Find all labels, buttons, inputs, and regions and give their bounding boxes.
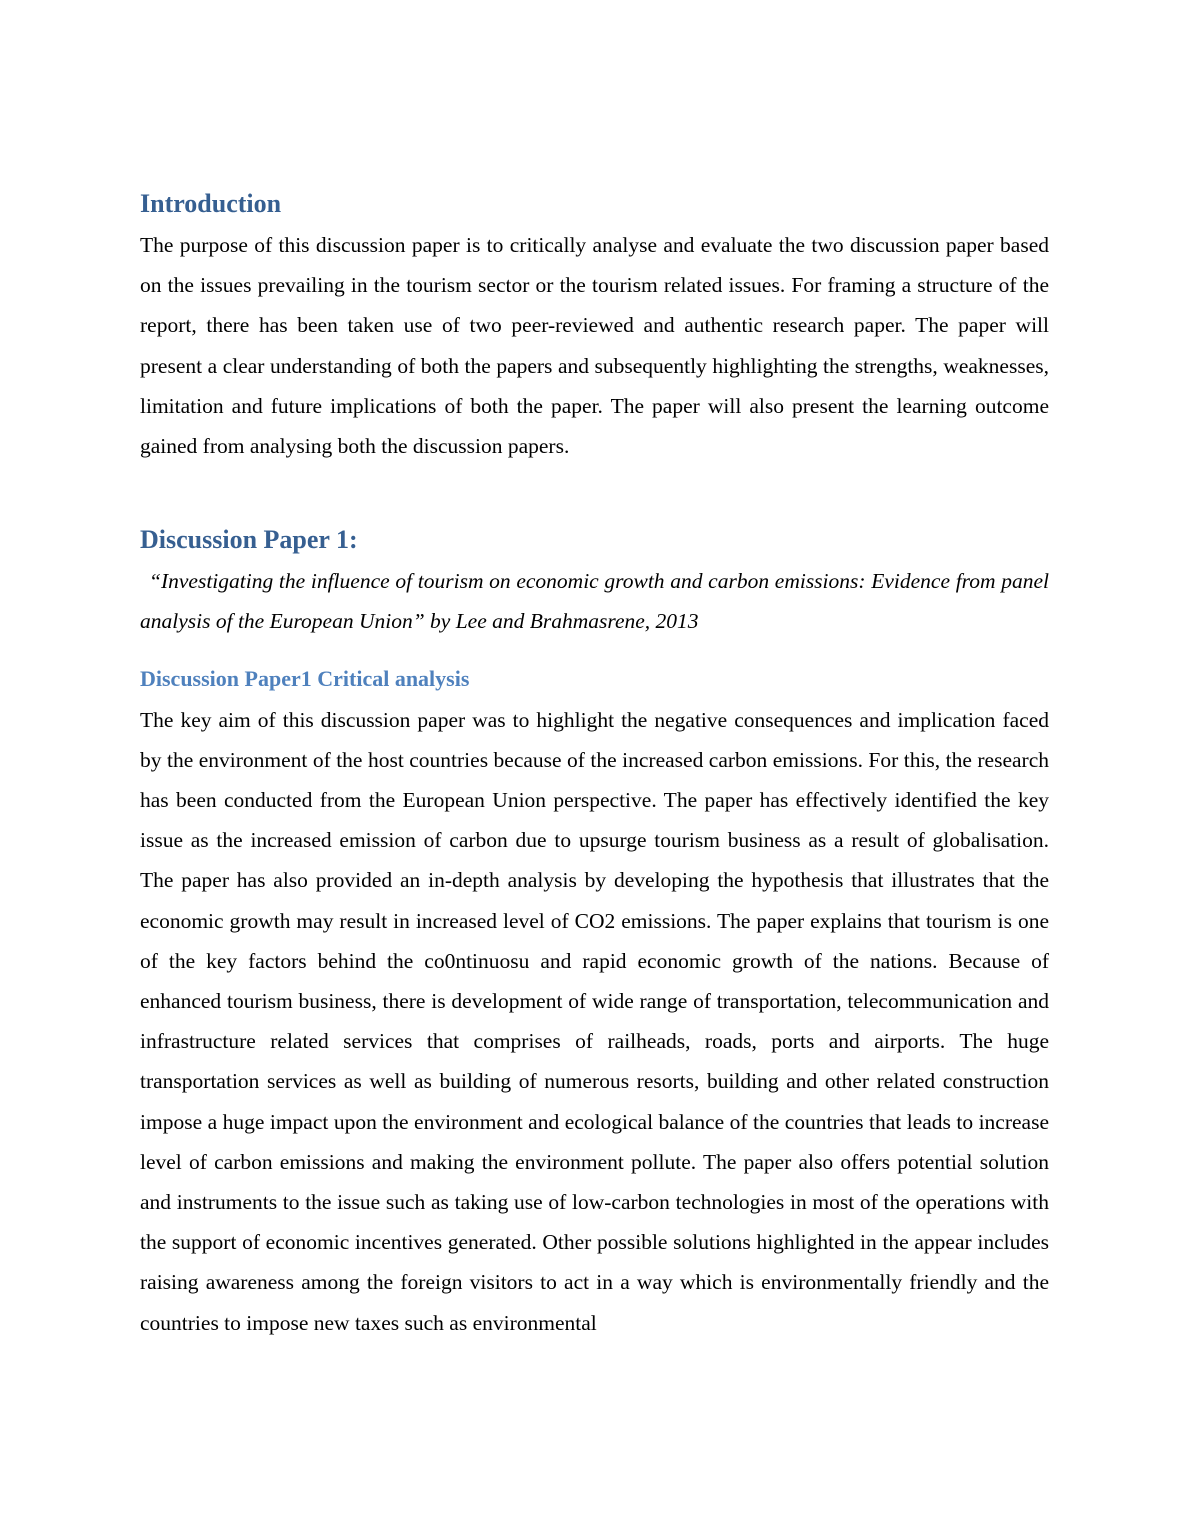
introduction-heading: Introduction [140,189,282,218]
document-page [140,184,1049,1343]
discussion-paper-1-heading: Discussion Paper 1: [140,525,358,555]
discussion-paper-1-analysis-paragraph: The key aim of this discussion paper was to highlight the negative consequences and implication faced by the environment of the host countries because of the increased carbon emissions. For this, the research has been conducted from the European Union perspective. The paper has effectively identified the key issue as the increased emission of carbon due to upsurge tourism business as a result of globalisation. The paper has also provided an in-depth analysis by developing the hypothesis that illustrates that the economic growth may result in increased level of CO2 emissions. The paper explains that tourism is one of the key factors behind the co0ntinuosu and rapid economic growth of the nations. Because of enhanced tourism business, there is development of wide range of transportation, telecommunication and infrastructure related services that comprises of railheads, roads, ports and airports. The huge transportation services as well as building of numerous resorts, building and other related construction impose a huge impact upon the environment and ecological balance of the countries that leads to increase level of carbon emissions and making the environment pollute. The paper also offers potential solution and instruments to the issue such as taking use of low-carbon technologies in most of the operations with the support of economic incentives generated. Other possible solutions highlighted in the appear includes raising awareness among the foreign visitors to act in a way which is environmentally friendly and the countries to impose new taxes such as environmental [140,707,1049,1335]
introduction-paragraph: The purpose of this discussion paper is to critically analyse and evaluate the two discussion paper based on the issues prevailing in the tourism sector or the tourism related issues. For framing a structure of the report, there has been taken use of two peer-reviewed and authentic research paper. The paper will present a clear understanding of both the papers and subsequently highlighting the strengths, weaknesses, limitation and future implications of both the paper. The paper will also present the learning outcome gained from analysing both the discussion papers. [140,233,1049,459]
discussion-paper-1-analysis-heading: Discussion Paper1 Critical analysis [140,665,470,691]
discussion-paper-1-citation: “Investigating the influence of tourism on economic growth and carbon emissions: Evidence from panel analysis of the European Union” by Lee and Brahmasrene, 2013 [140,569,1049,634]
